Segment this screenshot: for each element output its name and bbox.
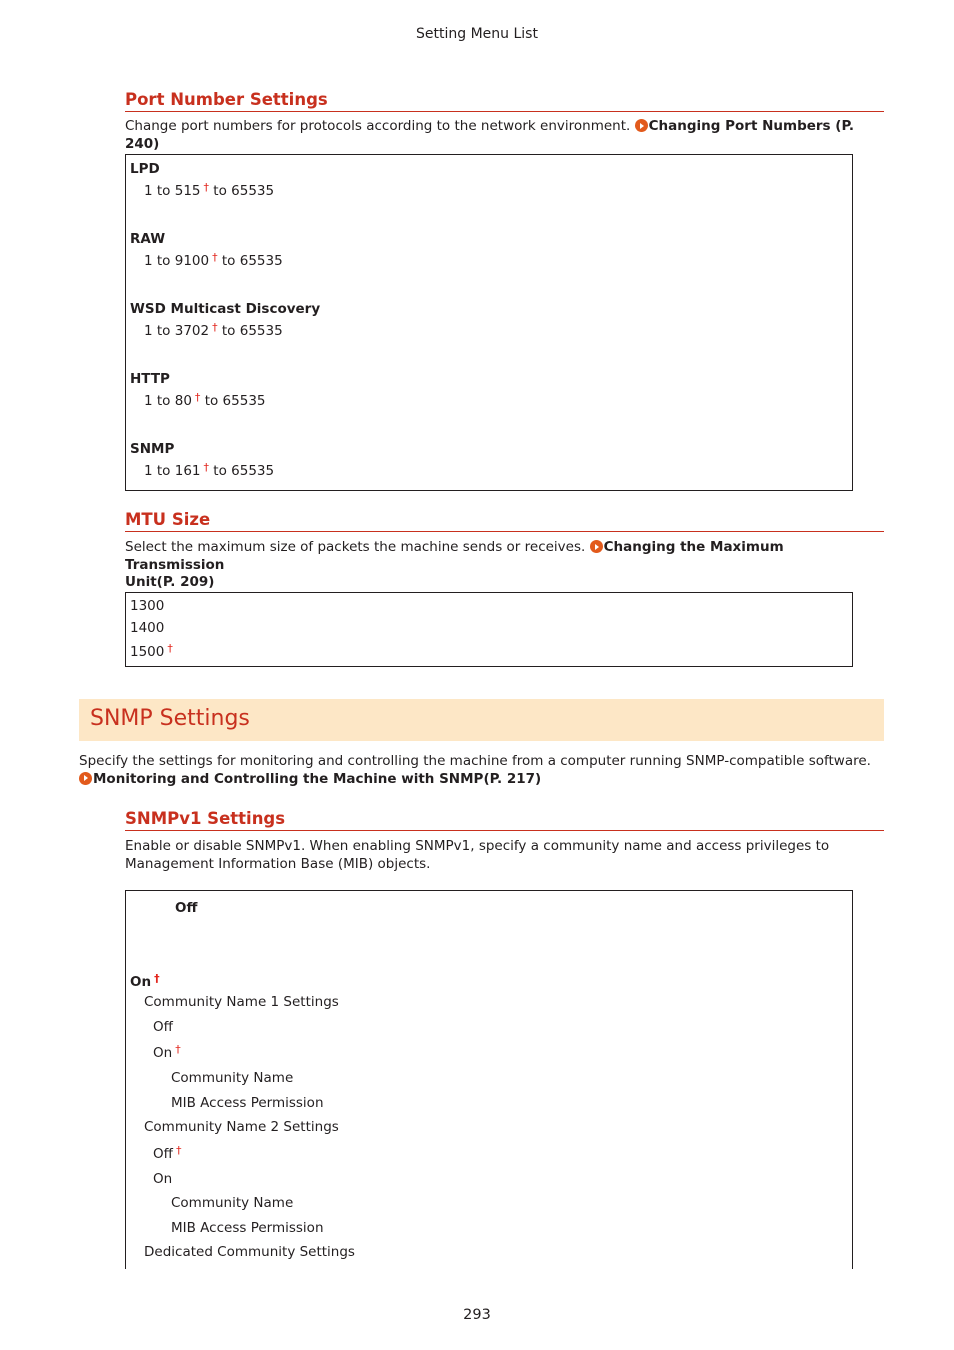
- link-arrow-icon: [590, 540, 603, 553]
- snmp-range-suffix: to 65535: [213, 463, 275, 479]
- mtu-size-table: [125, 592, 853, 667]
- http-range-text: 1 to 80: [144, 393, 192, 409]
- snmpv1-settings-table: [125, 890, 853, 1270]
- wsd-multicast-discovery-label: WSD Multicast Discovery: [130, 301, 321, 317]
- community-name-2-settings: Community Name 2 Settings: [144, 1119, 339, 1135]
- community-2-mib-access-permission: MIB Access Permission: [171, 1220, 324, 1236]
- port-number-settings-description: [125, 118, 884, 153]
- wsd-range: [144, 321, 283, 339]
- default-dagger-icon: †: [175, 1144, 182, 1157]
- page-number: 293: [463, 1307, 491, 1323]
- monitoring-snmp-link[interactable]: [79, 771, 541, 787]
- running-header: Setting Menu List: [416, 26, 538, 42]
- changing-mtu-link-text-1: Changing the Maximum Transmission: [125, 539, 784, 573]
- raw-label: RAW: [130, 231, 166, 247]
- default-dagger-icon: †: [212, 251, 218, 264]
- mtu-option-1500-text: 1500: [130, 644, 165, 660]
- community-1-name: Community Name: [171, 1070, 294, 1086]
- community-1-mib-access-permission: MIB Access Permission: [171, 1095, 324, 1111]
- mtu-description-text: Select the maximum size of packets the machine sends or receives.: [125, 539, 586, 555]
- mtu-option-1300: 1300: [130, 598, 165, 614]
- community-2-name: Community Name: [171, 1195, 294, 1211]
- default-dagger-icon: †: [194, 391, 201, 404]
- mtu-option-1500: [130, 642, 173, 660]
- snmpv1-description-line-2: Management Information Base (MIB) objects.: [125, 855, 431, 872]
- http-range: [144, 391, 266, 409]
- snmpv1-on-text: On: [130, 974, 152, 990]
- monitoring-snmp-link-text: Monitoring and Controlling the Machine with SNMP(P. 217): [93, 770, 542, 787]
- changing-port-numbers-link-text: Changing Port Numbers (P. 240): [125, 118, 854, 152]
- wsd-range-suffix: to 65535: [221, 323, 283, 339]
- snmpv1-on-label: [130, 972, 160, 990]
- default-dagger-icon: †: [175, 1043, 181, 1056]
- snmpv1-description-line-1: Enable or disable SNMPv1. When enabling SNMPv1, specify a community name and access privileges to: [125, 838, 830, 854]
- community-1-off: Off: [153, 1019, 173, 1035]
- http-label: HTTP: [130, 371, 170, 387]
- community-2-off: [153, 1144, 181, 1162]
- http-range-suffix: to 65535: [204, 393, 266, 409]
- default-dagger-icon: †: [203, 461, 209, 474]
- mtu-size-description: [125, 539, 884, 592]
- link-arrow-icon: [79, 772, 92, 785]
- raw-range-text: 1 to 9100: [144, 253, 210, 269]
- snmp-range-text: 1 to 161: [144, 463, 201, 479]
- community-name-1-settings: Community Name 1 Settings: [144, 994, 339, 1010]
- raw-range: [144, 251, 283, 269]
- snmp-settings-description: [79, 753, 884, 788]
- snmp-settings-heading: SNMP Settings: [90, 706, 250, 731]
- snmp-label: SNMP: [130, 441, 175, 457]
- wsd-range-text: 1 to 3702: [144, 323, 210, 339]
- lpd-range: [144, 181, 274, 199]
- community-1-on: [153, 1043, 181, 1061]
- snmpv1-off-label: Off: [175, 900, 198, 916]
- lpd-range-suffix: to 65535: [213, 183, 275, 199]
- community-2-on: On: [153, 1171, 173, 1187]
- dedicated-community-settings: Dedicated Community Settings: [144, 1244, 355, 1260]
- community-1-on-text: On: [153, 1045, 173, 1061]
- snmpv1-settings-description: [125, 838, 884, 873]
- community-2-off-text: Off: [153, 1146, 173, 1162]
- mtu-option-1400: 1400: [130, 620, 165, 636]
- changing-mtu-link-text-2: Unit(P. 209): [125, 574, 215, 590]
- default-dagger-icon: †: [154, 972, 160, 985]
- snmpv1-settings-heading: SNMPv1 Settings: [125, 809, 884, 831]
- lpd-label: LPD: [130, 161, 160, 177]
- default-dagger-icon: †: [167, 642, 173, 655]
- port-number-settings-heading: Port Number Settings: [125, 90, 884, 112]
- link-arrow-icon: [635, 119, 648, 132]
- default-dagger-icon: †: [203, 181, 209, 194]
- raw-range-suffix: to 65535: [221, 253, 283, 269]
- snmp-range: [144, 461, 274, 479]
- port-number-settings-table: [125, 154, 853, 491]
- port-description-text: Change port numbers for protocols according to the network environment.: [125, 118, 631, 134]
- default-dagger-icon: †: [212, 321, 218, 334]
- snmp-description-text: Specify the settings for monitoring and controlling the machine from a computer running SNMP-compatible software.: [79, 753, 871, 769]
- snmp-settings-banner: [79, 699, 884, 741]
- lpd-range-text: 1 to 515: [144, 183, 201, 199]
- mtu-size-heading: MTU Size: [125, 510, 884, 532]
